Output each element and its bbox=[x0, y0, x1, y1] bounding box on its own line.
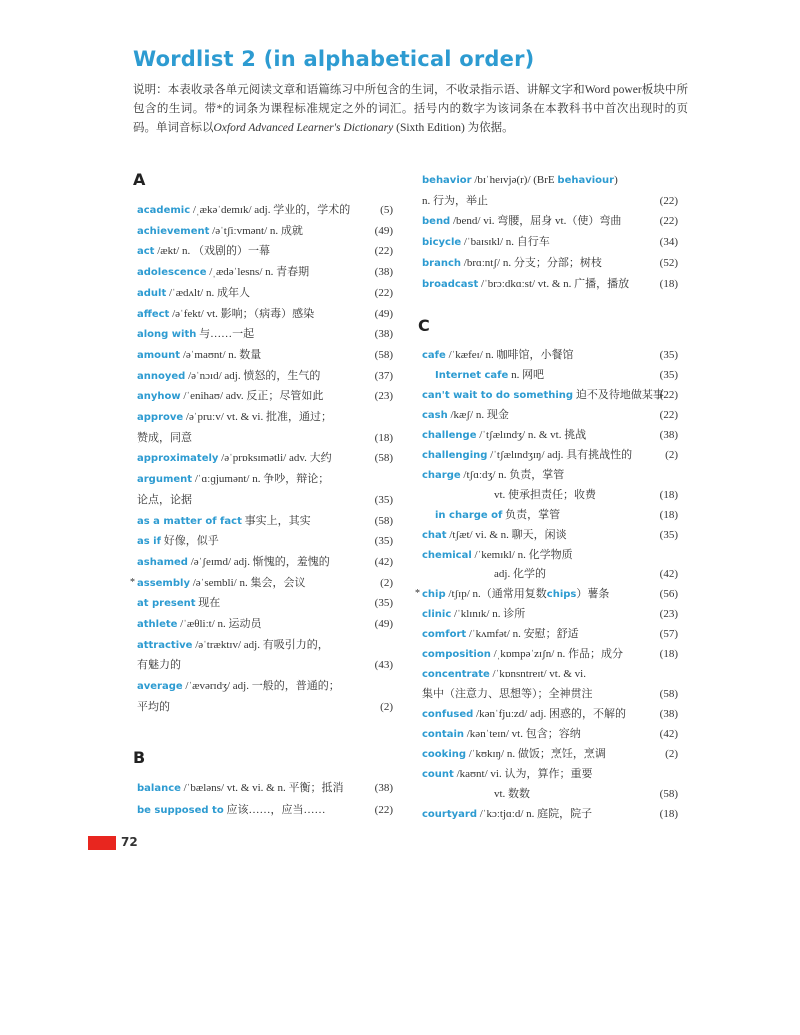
entry-definition: /bend/ vi. 弯腰，屈身 vt.（使）弯曲 bbox=[450, 215, 622, 228]
wordlist-entry bbox=[137, 490, 393, 510]
wordlist-entry bbox=[422, 191, 678, 211]
entry-definition: n. 网吧 bbox=[508, 368, 545, 381]
entry-page-ref: (18) bbox=[374, 431, 393, 444]
entry-page-ref: (23) bbox=[374, 390, 393, 403]
entry-definition: 应该……，应当…… bbox=[223, 803, 326, 816]
entry-headword: comfort bbox=[422, 629, 467, 641]
wordlist-entry bbox=[422, 784, 678, 804]
entry-definition: /ækt/ n. （戏剧的）一幕 bbox=[154, 245, 270, 258]
entry-definition: adj. 化学的 bbox=[494, 568, 546, 581]
wordlist-entry bbox=[422, 525, 678, 545]
wordlist-entry bbox=[422, 704, 678, 724]
entry-definition: /əˈtræktɪv/ adj. 有吸引力的， bbox=[192, 638, 329, 651]
wordlist-entry bbox=[422, 345, 678, 365]
entry-page-ref: (49) bbox=[374, 307, 393, 320]
entry-definition: /ˈtʃælɪndʒɪŋ/ adj. 具有挑战性的 bbox=[487, 448, 633, 461]
entry-headword: adult bbox=[137, 287, 167, 299]
entry-headword: athlete bbox=[137, 619, 178, 630]
entry-headword: chat bbox=[422, 529, 447, 541]
wordlist-entry bbox=[422, 644, 678, 664]
wordlist-entry bbox=[422, 232, 678, 252]
entry-headword: as a matter of fact bbox=[137, 515, 242, 527]
entry-variant-word: behaviour bbox=[557, 175, 615, 186]
entry-page-ref: (58) bbox=[659, 688, 678, 701]
entry-headword: affect bbox=[137, 308, 170, 320]
out-of-syllabus-star: * bbox=[415, 588, 420, 600]
entry-page-ref: (35) bbox=[374, 535, 393, 548]
entry-definition: 事实上，其实 bbox=[241, 514, 311, 527]
page-number: 72 bbox=[121, 835, 138, 849]
entry-page-ref: (58) bbox=[374, 452, 393, 465]
wordlist-entry bbox=[422, 385, 678, 405]
entry-page-ref: (2) bbox=[665, 748, 678, 760]
entry-headword: confused bbox=[422, 709, 474, 721]
entry-headword: contain bbox=[422, 729, 464, 741]
wordlist-entry bbox=[422, 465, 678, 485]
entry-page-ref: (34) bbox=[659, 236, 678, 249]
entry-page-ref: (2) bbox=[380, 576, 393, 589]
entry-page-ref: (38) bbox=[374, 782, 393, 794]
wordlist-entry bbox=[137, 428, 393, 448]
entry-headword: attractive bbox=[137, 639, 193, 651]
entry-page-ref: (35) bbox=[659, 349, 678, 361]
entry-definition: /əˈfekt/ vt. 影响；（病毒）感染 bbox=[169, 307, 315, 320]
entry-headword: charge bbox=[422, 469, 461, 481]
entry-page-ref: (56) bbox=[659, 588, 678, 601]
wordlist-entry bbox=[415, 584, 678, 604]
entry-definition: /ˈbaɪsɪkl/ n. 自行车 bbox=[461, 236, 550, 249]
entry-headword: bend bbox=[422, 216, 451, 228]
wordlist-entry bbox=[422, 170, 678, 190]
entry-definition: vt. 使承担责任；收费 bbox=[494, 488, 597, 501]
entry-definition: /ˈkʌmfət/ n. 安慰；舒适 bbox=[466, 628, 579, 641]
entry-headword: be supposed to bbox=[137, 804, 224, 816]
entry-page-ref: (57) bbox=[659, 628, 678, 641]
entry-definition: /ˌædəˈlesns/ n. 青春期 bbox=[206, 266, 310, 279]
entry-headword: can't wait to do something bbox=[422, 389, 574, 401]
wordlist-entry bbox=[422, 564, 678, 584]
wordlist-entry bbox=[137, 614, 393, 634]
wordlist-entry bbox=[137, 778, 393, 798]
wordlist-entry bbox=[422, 253, 678, 273]
entry-page-ref: (23) bbox=[659, 608, 678, 621]
entry-headword: academic bbox=[137, 205, 191, 216]
wordlist-entry bbox=[422, 744, 678, 764]
entry-definition: /ˌækəˈdemɪk/ adj. 学业的，学术的 bbox=[190, 204, 351, 216]
entry-page-ref: (35) bbox=[374, 597, 393, 610]
wordlist-entry bbox=[137, 386, 393, 406]
entry-page-ref: (22) bbox=[659, 388, 678, 401]
entry-headword: challenge bbox=[422, 429, 477, 441]
entry-definition: 好像，似乎 bbox=[160, 535, 219, 548]
entry-headword: challenging bbox=[422, 449, 488, 461]
entry-definition: /əˈsembli/ n. 集会，会议 bbox=[189, 576, 306, 589]
entry-headword: amount bbox=[137, 349, 181, 361]
entry-page-ref: (2) bbox=[380, 700, 393, 713]
wordlist-entry bbox=[130, 573, 393, 593]
footer-red-bar bbox=[88, 836, 116, 850]
entry-headword: as if bbox=[137, 536, 161, 548]
wordlist-entry bbox=[137, 283, 393, 303]
entry-definition: 集中（注意力、思想等）；全神贯注 bbox=[422, 688, 593, 701]
entry-headword: cooking bbox=[422, 749, 467, 760]
entry-headword: concentrate bbox=[422, 669, 490, 681]
entry-page-ref: (58) bbox=[659, 787, 678, 800]
entry-definition: /ˈkɒnsntreɪt/ vt. & vi. bbox=[489, 668, 586, 681]
entry-headword: ashamed bbox=[137, 556, 188, 568]
entry-page-ref: (35) bbox=[659, 528, 678, 541]
wordlist-entry bbox=[137, 324, 393, 344]
wordlist-entry bbox=[137, 469, 393, 489]
entry-headword: branch bbox=[422, 257, 462, 269]
entry-definition: 赞成，同意 bbox=[137, 431, 192, 444]
entry-definition: /ˈbrɔːdkɑːst/ vt. & n. 广播，播放 bbox=[478, 277, 630, 290]
entry-definition: /kæʃ/ n. 现金 bbox=[447, 408, 509, 421]
entry-headword: courtyard bbox=[422, 808, 477, 820]
entry-definition: /ˈædʌlt/ n. 成年人 bbox=[166, 286, 250, 299]
entry-definition: 与……一起 bbox=[196, 328, 255, 341]
entry-page-ref: (18) bbox=[659, 508, 678, 521]
entry-page-ref: (49) bbox=[374, 224, 393, 237]
entry-definition: 现在 bbox=[195, 597, 221, 610]
wordlist-entry bbox=[422, 405, 678, 425]
wordlist-entry bbox=[137, 262, 393, 282]
entry-definition: /ˈævərɪdʒ/ adj. 一般的，普通的； bbox=[182, 680, 340, 693]
entry-page-ref: (22) bbox=[374, 803, 393, 816]
entry-definition-tail: ）薯条 bbox=[576, 588, 610, 601]
entry-headword: cash bbox=[422, 409, 448, 421]
entry-definition: /əˈnɔɪd/ adj. 愤怒的，生气的 bbox=[185, 369, 321, 382]
entry-headword: clinic bbox=[422, 609, 452, 621]
entry-page-ref: (22) bbox=[374, 286, 393, 299]
wordlist-entry bbox=[137, 531, 393, 551]
wordlist-entry bbox=[137, 552, 393, 572]
entry-definition: /ˈklɪnɪk/ n. 诊所 bbox=[451, 608, 526, 621]
wordlist-entry bbox=[422, 604, 678, 624]
entry-definition: /ˈbæləns/ vt. & vi. & n. 平衡；抵消 bbox=[180, 782, 344, 794]
entry-headword: chemical bbox=[422, 549, 472, 561]
entry-page-ref: (22) bbox=[659, 215, 678, 228]
wordlist-entry bbox=[422, 764, 678, 784]
entry-definition: /kənˈfjuːzd/ adj. 困惑的，不解的 bbox=[473, 708, 627, 721]
entry-definition: /tʃɑːdʒ/ n. 负责，掌管 bbox=[460, 468, 565, 481]
page-title: Wordlist 2 (in alphabetical order) bbox=[133, 47, 535, 71]
wordlist-entry bbox=[137, 593, 393, 613]
wordlist-entry bbox=[422, 445, 678, 465]
entry-definition: /ˈɑːɡjumənt/ n. 争吵，辩论； bbox=[192, 473, 330, 486]
entry-page-ref: (38) bbox=[659, 428, 678, 441]
entry-page-ref: (42) bbox=[659, 568, 678, 581]
entry-headword: cafe bbox=[422, 350, 446, 361]
wordlist-entry bbox=[137, 676, 393, 696]
wordlist-entry bbox=[137, 221, 393, 241]
entry-page-ref: (22) bbox=[374, 245, 393, 258]
wordlist-entry bbox=[422, 545, 678, 565]
entry-headword: broadcast bbox=[422, 278, 479, 290]
entry-definition: /əˈtʃiːvmənt/ n. 成就 bbox=[209, 224, 303, 237]
intro-paragraph bbox=[133, 81, 688, 138]
entry-definition: /tʃæt/ vi. & n. 聊天，闲谈 bbox=[446, 528, 567, 541]
entry-definition: /əˈpruːv/ vt. & vi. 批准，通过； bbox=[183, 411, 332, 423]
entry-headword: at present bbox=[137, 598, 196, 610]
entry-definition: /brɑːntʃ/ n. 分支；分部；树枝 bbox=[461, 256, 602, 269]
wordlist-entry bbox=[422, 365, 678, 385]
wordlist-entry bbox=[137, 407, 393, 427]
entry-headword: along with bbox=[137, 329, 197, 341]
entry-headword: composition bbox=[422, 649, 491, 661]
entry-page-ref: (38) bbox=[374, 328, 393, 341]
wordlist-entry bbox=[422, 485, 678, 505]
entry-page-ref: (38) bbox=[659, 708, 678, 721]
entry-page-ref: (35) bbox=[374, 493, 393, 506]
section-letter-a: A bbox=[133, 170, 146, 189]
entry-headword: Internet cafe bbox=[435, 369, 509, 381]
entry-page-ref: (37) bbox=[374, 369, 393, 382]
entry-definition-tail: ) bbox=[614, 174, 618, 186]
entry-definition: n. 行为，举止 bbox=[422, 194, 488, 207]
entry-definition: /ˈæθliːt/ n. 运动员 bbox=[177, 618, 262, 630]
entry-page-ref: (42) bbox=[374, 555, 393, 568]
entry-definition: /ˈenihaʊ/ adv. 反正；尽管如此 bbox=[180, 390, 324, 403]
entry-variant-word: chips bbox=[546, 589, 577, 601]
entry-page-ref: (22) bbox=[659, 194, 678, 207]
entry-headword: approve bbox=[137, 412, 184, 423]
wordlist-entry bbox=[137, 511, 393, 531]
entry-page-ref: (42) bbox=[659, 728, 678, 741]
entry-headword: act bbox=[137, 246, 155, 258]
entry-headword: approximately bbox=[137, 453, 219, 465]
entry-headword: annoyed bbox=[137, 370, 186, 382]
entry-definition: vt. 数数 bbox=[494, 787, 531, 800]
wordlist-entry bbox=[137, 697, 393, 717]
entry-definition: /kaʊnt/ vi. 认为，算作；重要 bbox=[453, 767, 593, 780]
entry-headword: chip bbox=[422, 589, 446, 601]
wordlist-entry bbox=[422, 274, 678, 294]
wordlist-entry bbox=[137, 800, 393, 820]
section-letter-b: B bbox=[133, 748, 146, 767]
entry-headword: bicycle bbox=[422, 237, 462, 249]
wordlist-entry bbox=[137, 200, 393, 220]
entry-page-ref: (49) bbox=[374, 618, 393, 630]
out-of-syllabus-star: * bbox=[130, 576, 135, 588]
entry-headword: in charge of bbox=[435, 509, 503, 521]
entry-page-ref: (5) bbox=[380, 204, 393, 216]
wordlist-entry bbox=[137, 635, 393, 655]
entry-definition: /ˌkɒmpəˈzɪʃn/ n. 作品；成分 bbox=[490, 648, 624, 661]
wordlist-entry bbox=[137, 304, 393, 324]
entry-definition: /əˈʃeɪmd/ adj. 惭愧的，羞愧的 bbox=[187, 555, 330, 568]
entry-page-ref: (18) bbox=[659, 648, 678, 661]
entry-definition: /ˈkæfeɪ/ n. 咖啡馆，小餐馆 bbox=[445, 349, 574, 361]
wordlist-entry bbox=[137, 241, 393, 261]
entry-definition: /ˈkemɪkl/ n. 化学物质 bbox=[471, 548, 573, 561]
wordlist-entry bbox=[422, 425, 678, 445]
entry-headword: balance bbox=[137, 783, 181, 794]
entry-headword: assembly bbox=[137, 577, 190, 589]
entry-definition: 论点，论据 bbox=[137, 493, 192, 506]
entry-definition: 负责，掌管 bbox=[502, 508, 561, 521]
wordlist-entry bbox=[422, 664, 678, 684]
entry-definition: /ˈkɔːtjɑːd/ n. 庭院，院子 bbox=[477, 807, 593, 820]
entry-page-ref: (35) bbox=[659, 368, 678, 381]
wordlist-entry bbox=[137, 448, 393, 468]
entry-page-ref: (22) bbox=[659, 408, 678, 421]
entry-definition: /əˈprɒksɪmətli/ adv. 大约 bbox=[218, 452, 332, 465]
entry-page-ref: (52) bbox=[659, 256, 678, 269]
intro-book-title: Oxford Advanced Learner's Dictionary bbox=[213, 122, 394, 134]
entry-definition: /ˈkʊkɪŋ/ n. 做饭；烹饪，烹调 bbox=[466, 748, 606, 760]
entry-page-ref: (43) bbox=[374, 659, 393, 672]
entry-page-ref: (38) bbox=[374, 266, 393, 279]
entry-definition: /bɪˈheɪvjə(r)/ (BrE bbox=[471, 174, 558, 186]
wordlist-entry bbox=[137, 345, 393, 365]
wordlist-entry bbox=[137, 655, 393, 675]
entry-definition: 有魅力的 bbox=[137, 659, 181, 672]
entry-definition: /kənˈteɪn/ vt. 包含；容纳 bbox=[464, 728, 581, 741]
wordlist-entry bbox=[137, 366, 393, 386]
section-letter-c: C bbox=[418, 316, 430, 335]
entry-definition: /əˈmaʊnt/ n. 数量 bbox=[180, 348, 262, 361]
entry-headword: count bbox=[422, 768, 454, 780]
entry-page-ref: (2) bbox=[665, 448, 678, 461]
entry-definition: /ˈtʃælɪndʒ/ n. & vt. 挑战 bbox=[476, 428, 587, 441]
entry-headword: anyhow bbox=[137, 391, 181, 403]
entry-headword: behavior bbox=[422, 175, 472, 186]
entry-definition: 平均的 bbox=[137, 700, 170, 713]
entry-headword: achievement bbox=[137, 225, 210, 237]
entry-page-ref: (18) bbox=[659, 277, 678, 290]
wordlist-entry bbox=[422, 505, 678, 525]
wordlist-entry bbox=[422, 804, 678, 824]
intro-tail: (Sixth Edition) 为依据。 bbox=[393, 122, 514, 134]
intro-text: 说明：本表收录各单元阅读文章和语篇练习中所包含的生词，不收录指示语、讲解文字和Word power板块中所包含的生词。带*的词条为课程标准规定之外的词汇。括号内的数字为该词条在本教科书中首次出现时的页码。单词音标以 bbox=[133, 84, 688, 134]
entry-page-ref: (18) bbox=[659, 488, 678, 501]
entry-page-ref: (58) bbox=[374, 348, 393, 361]
entry-headword: average bbox=[137, 681, 183, 693]
entry-page-ref: (18) bbox=[659, 807, 678, 820]
entry-headword: argument bbox=[137, 474, 193, 486]
wordlist-entry bbox=[422, 684, 678, 704]
entry-definition: 迫不及待地做某事 bbox=[573, 388, 664, 401]
wordlist-entry bbox=[422, 624, 678, 644]
entry-headword: adolescence bbox=[137, 267, 207, 279]
wordlist-entry bbox=[422, 211, 678, 231]
entry-page-ref: (58) bbox=[374, 514, 393, 527]
wordlist-entry bbox=[422, 724, 678, 744]
entry-definition: /tʃɪp/ n.（通常用复数 bbox=[445, 588, 547, 601]
